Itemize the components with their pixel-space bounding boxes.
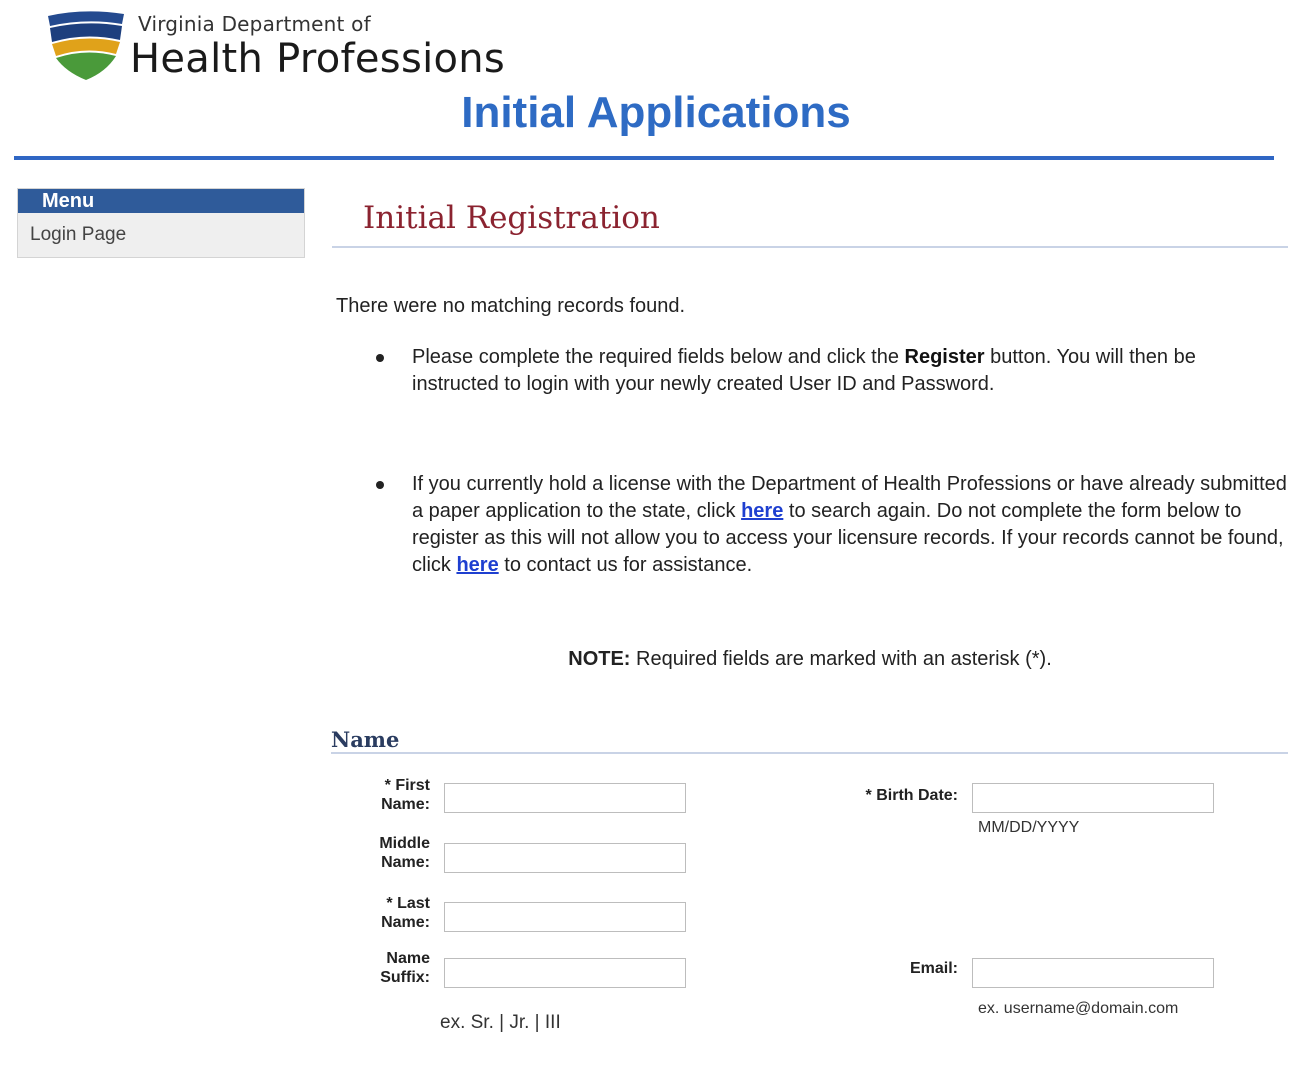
header-divider (14, 156, 1274, 160)
suffix-hint: ex. Sr. | Jr. | III (440, 1012, 561, 1033)
label-line: Name (386, 950, 430, 967)
instruction-text: to contact us for assistance. (498, 554, 753, 576)
org-name-line2: Health Professions (130, 36, 506, 82)
no-records-message: There were no matching records found. (336, 295, 686, 317)
first-name-label (340, 776, 430, 814)
email-label: Email: (909, 960, 958, 977)
last-name-input[interactable] (444, 902, 686, 932)
search-again-link[interactable]: here (741, 500, 784, 522)
dhp-logo-icon (44, 10, 128, 82)
required-fields-note (0, 648, 1300, 671)
label-line: Name: (381, 854, 430, 871)
page-title: Initial Applications (461, 88, 851, 137)
label-line: * Last (386, 895, 430, 912)
org-name-line1: Virginia Department of (138, 12, 371, 36)
section-divider (332, 246, 1288, 248)
instruction-text: Please complete the required fields below and click the (412, 346, 905, 368)
instruction-text: to search again. Do not complete the form below to register as this will not allow you to access your licensure records. If your records cannot be found, click (412, 500, 1284, 576)
middle-name-input[interactable] (444, 843, 686, 873)
bullet-icon (376, 481, 384, 489)
label-line: Name: (381, 796, 430, 813)
last-name-label (340, 894, 430, 932)
label-line: Middle (379, 835, 430, 852)
birth-date-label: * Birth Date: (865, 787, 958, 804)
register-keyword: Register (904, 346, 985, 368)
instruction-text: If you currently hold a license with the Department of Health Professions or have already submitted a paper application to the state, click (412, 473, 1287, 522)
bullet-icon (376, 354, 384, 362)
name-suffix-label (340, 949, 430, 987)
first-name-input[interactable] (444, 783, 686, 813)
birth-date-format-hint: MM/DD/YYYY (978, 819, 1080, 836)
contact-us-link[interactable]: here (456, 554, 499, 576)
middle-name-label (340, 834, 430, 872)
register-instructions (412, 344, 1272, 398)
sidebar-item-login-page[interactable]: Login Page (30, 224, 127, 245)
email-input[interactable] (972, 958, 1214, 988)
birth-date-input[interactable] (972, 783, 1214, 813)
note-text: Required fields are marked with an asterisk (*). (630, 648, 1052, 670)
section-title: Initial Registration (363, 200, 660, 236)
name-suffix-input[interactable] (444, 958, 686, 988)
menu-header: Menu (18, 189, 304, 213)
note-label: NOTE: (568, 648, 631, 670)
name-section-divider (331, 752, 1288, 754)
license-holder-instructions (412, 471, 1292, 579)
label-line: * First (384, 777, 430, 794)
label-line: Suffix: (380, 969, 430, 986)
instruction-text: button. You will then be instructed to login with your newly created User ID and Password. (412, 346, 1196, 395)
label-line: Name: (381, 914, 430, 931)
email-format-hint: ex. username@domain.com (978, 1000, 1179, 1017)
name-section-heading: Name (331, 727, 400, 752)
